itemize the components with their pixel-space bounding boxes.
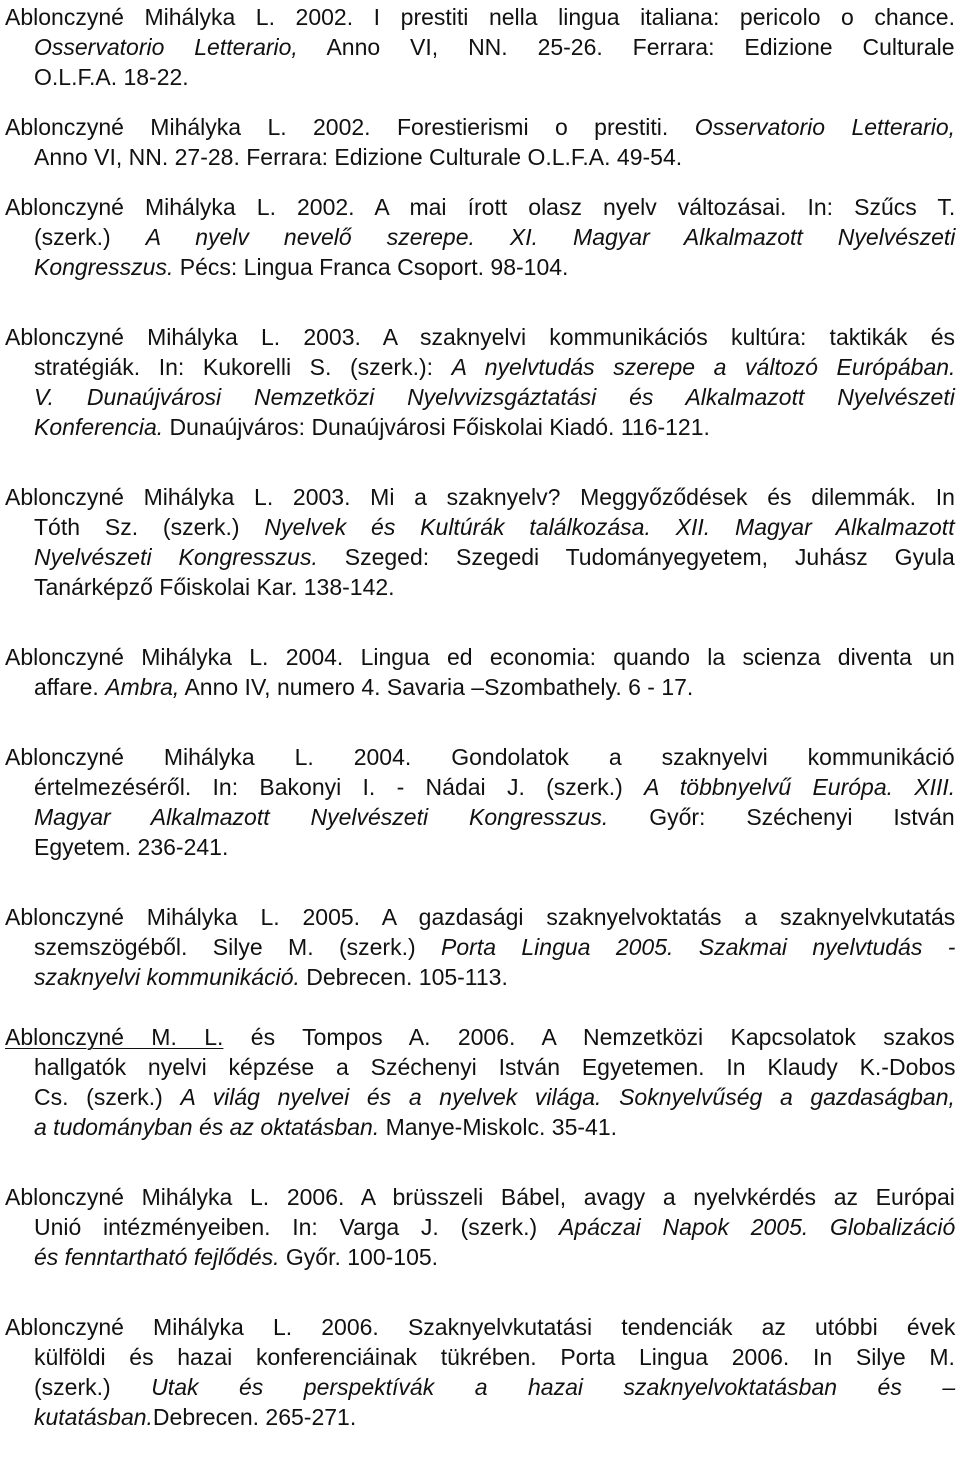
- entry-line: [34, 514, 955, 540]
- text-segment: (szerk.): [34, 1374, 152, 1400]
- text-segment: stratégiák. In: Kukorelli S. (szerk.):: [34, 354, 452, 380]
- entry-line: [34, 64, 189, 90]
- entry-line: [34, 804, 955, 830]
- entry-line: [34, 144, 682, 170]
- text-segment: Dunaújváros: Dunaújvárosi Főiskolai Kiadó. 116-121.: [163, 414, 710, 440]
- entry-line: [34, 574, 395, 600]
- entry-line: [34, 674, 693, 700]
- text-segment: affare.: [34, 674, 106, 700]
- text-segment: Ablonczyné Mihályka L. 2005. A gazdasági szaknyelvoktatás a szaknyelvkutatás: [5, 904, 956, 930]
- text-segment: és Tompos A. 2006. A Nemzetközi Kapcsolatok szakos: [223, 1024, 955, 1050]
- entry-line: [34, 964, 508, 990]
- text-segment: (szerk.): [34, 224, 146, 250]
- entry-line: [34, 354, 955, 380]
- text-segment: Manye-Miskolc. 35-41.: [379, 1114, 617, 1140]
- entry-line: [34, 1084, 955, 1110]
- text-segment: Ablonczyné Mihályka L. 2006. Szaknyelvkutatási tendenciák az utóbbi évek: [5, 1314, 956, 1340]
- entry-line: [5, 324, 955, 350]
- italic-text: Utak és perspektívák a hazai szaknyelvoktatásban és –: [151, 1374, 956, 1400]
- italic-text: Nyelvek és Kultúrák találkozása. XII. Magyar Alkalmazott: [264, 514, 955, 540]
- text-segment: Ablonczyné Mihályka L. 2002. A mai írott olasz nyelv változásai. In: Szűcs T.: [5, 194, 956, 220]
- text-segment: Győr. 100-105.: [279, 1244, 439, 1270]
- italic-text: Porta Lingua 2005. Szakmai nyelvtudás -: [441, 934, 956, 960]
- text-segment: Anno IV, numero 4. Savaria –Szombathely. 6 - 17.: [179, 674, 694, 700]
- entry-line: [34, 1114, 617, 1140]
- text-segment: Ablonczyné Mihályka L. 2006. A brüsszeli Bábel, avagy a nyelvkérdés az Európai: [5, 1184, 955, 1210]
- text-segment: Cs. (szerk.): [34, 1084, 181, 1110]
- italic-text: kutatásban.: [34, 1404, 153, 1430]
- italic-text: és fenntartható fejlődés.: [34, 1244, 280, 1270]
- entry-line: [5, 1024, 955, 1050]
- italic-text: Konferencia.: [34, 414, 164, 440]
- entry-line: [34, 414, 710, 440]
- entry-line: [5, 484, 955, 510]
- italic-text: Magyar Alkalmazott Nyelvészeti Kongresszus.: [34, 804, 609, 830]
- italic-text: A többnyelvű Európa. XIII.: [644, 774, 956, 800]
- italic-text: A világ nyelvei és a nyelvek világa. Soknyelvűség a gazdaságban,: [180, 1084, 955, 1110]
- text-segment: Szeged: Szegedi Tudományegyetem, Juhász Gyula: [317, 544, 955, 570]
- entry-line: [5, 1314, 955, 1340]
- entry-line: [34, 544, 955, 570]
- entry-line: [34, 1214, 955, 1240]
- text-segment: Ablonczyné Mihályka L. 2002. I prestiti nella lingua italiana: pericolo o chance.: [5, 4, 955, 30]
- italic-text: Osservatorio Letterario,: [694, 114, 956, 140]
- italic-text: Kongresszus.: [34, 254, 174, 280]
- text-segment: Unió intézményeiben. In: Varga J. (szerk.): [34, 1214, 559, 1240]
- entry-line: [34, 1244, 438, 1270]
- entry-line: [34, 224, 955, 250]
- text-segment: Ablonczyné Mihályka L. 2004. Lingua ed economia: quando la scienza diventa un: [5, 644, 955, 670]
- entry-line: [34, 1054, 955, 1080]
- text-segment: értelmezéséről. In: Bakonyi I. - Nádai J. (szerk.): [34, 774, 645, 800]
- entry-line: [5, 744, 955, 770]
- italic-text: Apáczai Napok 2005. Globalizáció: [558, 1214, 956, 1240]
- entry-line: [5, 904, 955, 930]
- entry-line: [5, 114, 955, 140]
- italic-text: V. Dunaújvárosi Nemzetközi Nyelvvizsgáztatási és Alkalmazott Nyelvészeti: [34, 384, 955, 410]
- entry-line: [34, 1344, 955, 1370]
- entry-line: [5, 1184, 955, 1210]
- text-segment: Debrecen. 105-113.: [299, 964, 508, 990]
- text-segment: külföldi és hazai konferenciáinak tükrében. Porta Lingua 2006. In Silye M.: [34, 1344, 955, 1370]
- entry-line: [34, 834, 228, 860]
- entry-line: [34, 254, 568, 280]
- entry-line: [5, 194, 955, 220]
- text-segment: Ablonczyné Mihályka L. 2003. Mi a szaknyelv? Meggyőződések és dilemmák. In: [5, 484, 955, 510]
- entry-line: [5, 644, 955, 670]
- entry-line: [5, 4, 955, 30]
- italic-text: A nyelv nevelő szerepe. XI. Magyar Alkalmazott Nyelvészeti: [145, 224, 956, 250]
- entry-line: [34, 1404, 356, 1430]
- entry-line: [34, 384, 955, 410]
- entry-line: [34, 34, 955, 60]
- text-segment: O.L.F.A. 18-22.: [34, 64, 189, 90]
- underlined-text: Ablonczyné M. L.: [5, 1024, 224, 1050]
- entry-line: [34, 1374, 955, 1400]
- text-segment: Tanárképző Főiskolai Kar. 138-142.: [34, 574, 395, 600]
- text-segment: Egyetem. 236-241.: [34, 834, 229, 860]
- italic-text: Ambra,: [105, 674, 180, 700]
- text-segment: Ablonczyné Mihályka L. 2004. Gondolatok a szaknyelvi kommunikáció: [5, 744, 955, 770]
- text-segment: Pécs: Lingua Franca Csoport. 98-104.: [173, 254, 569, 280]
- italic-text: Osservatorio Letterario,: [34, 34, 298, 60]
- text-segment: Tóth Sz. (szerk.): [34, 514, 265, 540]
- text-segment: Ablonczyné Mihályka L. 2002. Forestierismi o prestiti.: [5, 114, 695, 140]
- text-segment: Anno VI, NN. 27-28. Ferrara: Edizione Culturale O.L.F.A. 49-54.: [34, 144, 683, 170]
- italic-text: A nyelvtudás szerepe a változó Európában.: [451, 354, 956, 380]
- entry-line: [34, 934, 955, 960]
- italic-text: Nyelvészeti Kongresszus.: [34, 544, 318, 570]
- text-segment: Debrecen. 265-271.: [152, 1404, 357, 1430]
- text-segment: Anno VI, NN. 25-26. Ferrara: Edizione Culturale: [297, 34, 955, 60]
- italic-text: szaknyelvi kommunikáció.: [34, 964, 300, 990]
- text-segment: hallgatók nyelvi képzése a Széchenyi István Egyetemen. In Klaudy K.-Dobos: [34, 1054, 956, 1080]
- text-segment: Ablonczyné Mihályka L. 2003. A szaknyelvi kommunikációs kultúra: taktikák és: [5, 324, 955, 350]
- text-segment: Győr: Széchenyi István: [608, 804, 955, 830]
- text-segment: szemszögéből. Silye M. (szerk.): [34, 934, 442, 960]
- entry-line: [34, 774, 955, 800]
- italic-text: a tudományban és az oktatásban.: [34, 1114, 380, 1140]
